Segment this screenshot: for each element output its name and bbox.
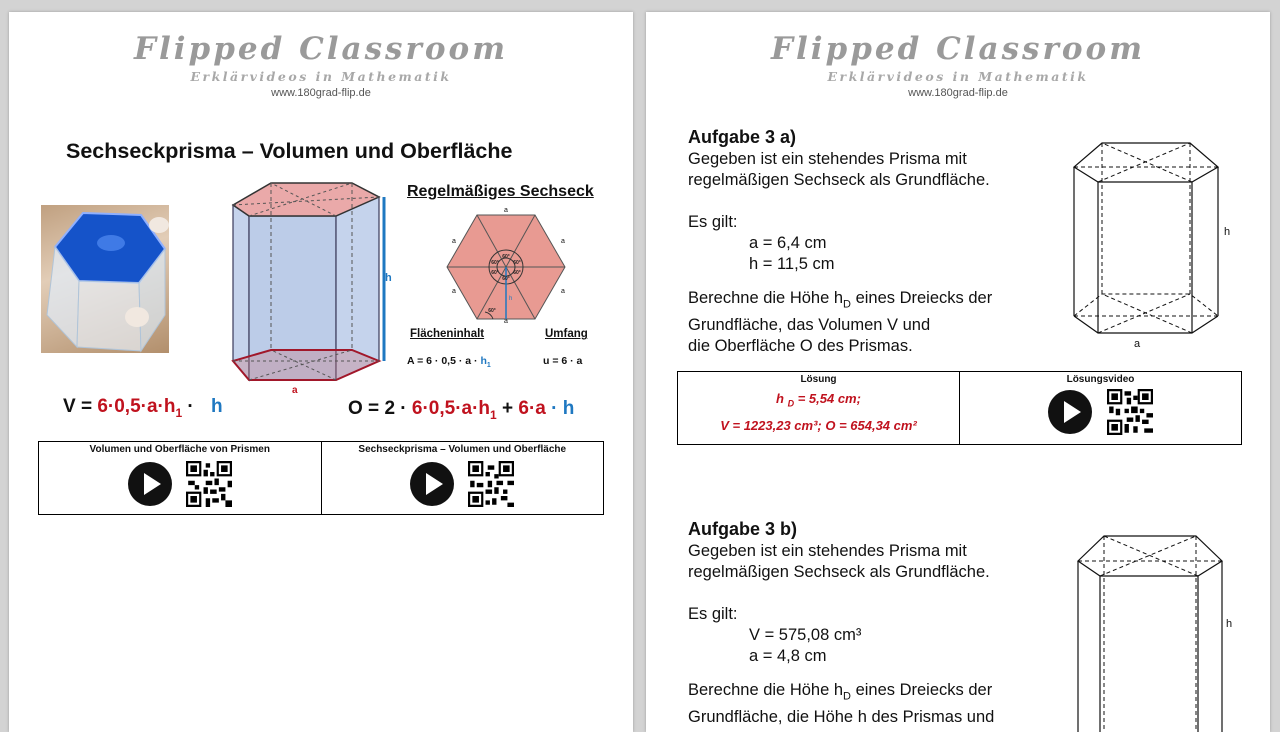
task-b-given-2: a = 4,8 cm [749,647,827,665]
surface-base-area: 6·0,5·a·h [411,398,491,419]
task-b-heading: Aufgabe 3 b) [688,519,798,539]
video-link-1 [39,461,321,507]
video-cell-2 [321,442,604,515]
volume-lhs: V = [63,396,98,417]
area-heading: Flächeninhalt [410,328,485,340]
prism-height-label: h [385,272,392,284]
hex-side-label-bottom: a [504,318,508,325]
task-a-given-1: a = 6,4 cm [749,234,827,252]
task-b-fig-h-label: h [1226,618,1233,630]
surface-factor: 2 · [384,398,412,419]
task-a-intro-line1: Gegeben ist ein stehendes Prisma mit [688,150,967,168]
task-b-q1-text: Berechne die Höhe h [688,681,844,699]
logo-subtitle: Erklärvideos in Mathematik [827,69,1089,84]
task-a-fig-a-label: a [1134,338,1141,350]
hex-side-label-right-bottom: a [561,288,565,295]
perimeter-heading: Umfang [545,328,588,340]
hex-angle-5: 60° [491,270,499,276]
hex-side-label-top: a [504,207,508,214]
play-icon[interactable] [1048,390,1092,434]
qr-code-icon[interactable] [468,461,514,507]
solution-line-2: V = 1223,23 cm³; O = 654,34 cm² [720,417,917,433]
page-title: Sechseckprisma – Volumen und Oberfläche [66,139,513,163]
logo-url[interactable]: www.180grad-flip.de [271,87,371,99]
surface-plus: + [496,398,519,419]
area-formula-h: h [480,355,487,367]
task-b-question-line1 [688,680,994,707]
hex-angle-6: 60° [491,260,499,266]
hex-angle-3: 60° [513,270,521,276]
solution-line-1 [678,391,959,409]
area-formula-sub: 1 [486,362,491,370]
task-a-heading: Aufgabe 3 a) [688,127,797,147]
prism-photo [41,205,169,353]
task-b-given-label: Es gilt: [688,605,738,623]
hexagon-diagram [445,212,567,327]
task-a-q1-rest: eines Dreiecks der [850,289,993,307]
video-link-2 [322,461,604,507]
logo-title: Flipped Classroom [770,31,1146,67]
volume-base-area: 6·0,5·a·h [97,396,176,417]
video-title-1: Volumen und Oberfläche von Prismen [89,444,270,455]
surface-formula [348,398,574,422]
surface-lhs: O = [348,398,385,419]
task-a-given-label: Es gilt: [688,213,738,231]
task-a-question-line1 [688,288,992,315]
logo-url[interactable]: www.180grad-flip.de [908,87,1008,99]
task-b-prism-figure [1074,532,1234,732]
volume-formula [63,396,223,420]
hex-side-label-right-top: a [561,238,565,245]
task-b-question [688,680,994,728]
logo-header [646,32,1270,100]
solution-video-cell [960,372,1242,445]
video-title-2: Sechseckprisma – Volumen und Oberfläche [358,444,567,455]
logo-title: Flipped Classroom [133,31,509,67]
task-a-question-line3: die Oberfläche O des Prismas. [688,337,913,356]
task-a-prism-figure [1070,138,1230,353]
perimeter-formula: u = 6 · a [543,355,583,367]
task-b-intro-line1: Gegeben ist ein stehendes Prisma mit [688,542,967,560]
task-b-given-1: V = 575,08 cm³ [749,626,862,644]
hex-angle-2: 60° [513,260,521,266]
task-b-question-line2: Grundfläche, die Höhe h des Prismas und [688,708,995,727]
qr-code-icon[interactable] [1107,389,1153,435]
video-links-table [38,441,604,515]
task-a-q1-sub: D [843,298,851,311]
hex-angle-4: 60° [502,276,510,282]
hex-angle-7: 60° [488,308,496,314]
hexagon-title: Regelmäßiges Sechseck [407,183,594,200]
task-b-q1-rest: eines Dreiecks der [850,681,993,699]
logo-header [9,32,633,100]
task-a-question [688,288,992,357]
volume-height: h [211,396,223,417]
hex-side-label-left-bottom: a [452,288,456,295]
play-icon[interactable] [128,462,172,506]
area-formula-text: A = 6 · 0,5 · a · [407,355,481,367]
surface-height: h [562,398,575,419]
task-b-q1-sub: D [843,690,851,703]
area-formula [407,355,491,369]
worksheet-page-2 [646,12,1270,732]
solution-cell [678,372,960,445]
solution-header: Lösung [800,374,837,385]
prism-side-label: a [292,385,298,396]
task-b-intro-line2: regelmäßigen Sechseck als Grundfläche. [688,563,990,581]
hex-side-label-left-top: a [452,238,456,245]
qr-code-icon[interactable] [186,461,232,507]
task-b-intro [688,541,990,583]
task-a-intro-line2: regelmäßigen Sechseck als Grundfläche. [688,171,990,189]
task-a-given-2: h = 11,5 cm [749,255,835,273]
hex-height-label: h [509,296,513,302]
volume-sub: 1 [175,405,183,420]
task-a-intro [688,149,990,191]
solution-video-header: Lösungsvideo [1066,374,1135,385]
task-a-solution-table [677,371,1242,445]
volume-dot: · [182,396,200,417]
solution-line1-sub: D [787,398,795,409]
solution-line1-value: = 5,54 cm; [794,391,861,406]
play-icon[interactable] [410,462,454,506]
solution-line1-text: h [776,391,788,406]
surface-dot: · [545,398,563,419]
surface-perimeter: 6·a [518,398,546,419]
surface-sub: 1 [490,407,497,422]
logo-subtitle: Erklärvideos in Mathematik [190,69,452,84]
task-a-fig-h-label: h [1224,226,1231,238]
task-a-q1-text: Berechne die Höhe h [688,289,844,307]
video-cell-1 [39,442,322,515]
task-a-question-line2: Grundfläche, das Volumen V und [688,316,931,335]
worksheet-page-1 [9,12,633,732]
hex-angle-1: 60° [502,254,510,260]
solution-video-link [960,389,1241,435]
prism-diagram [225,178,400,403]
